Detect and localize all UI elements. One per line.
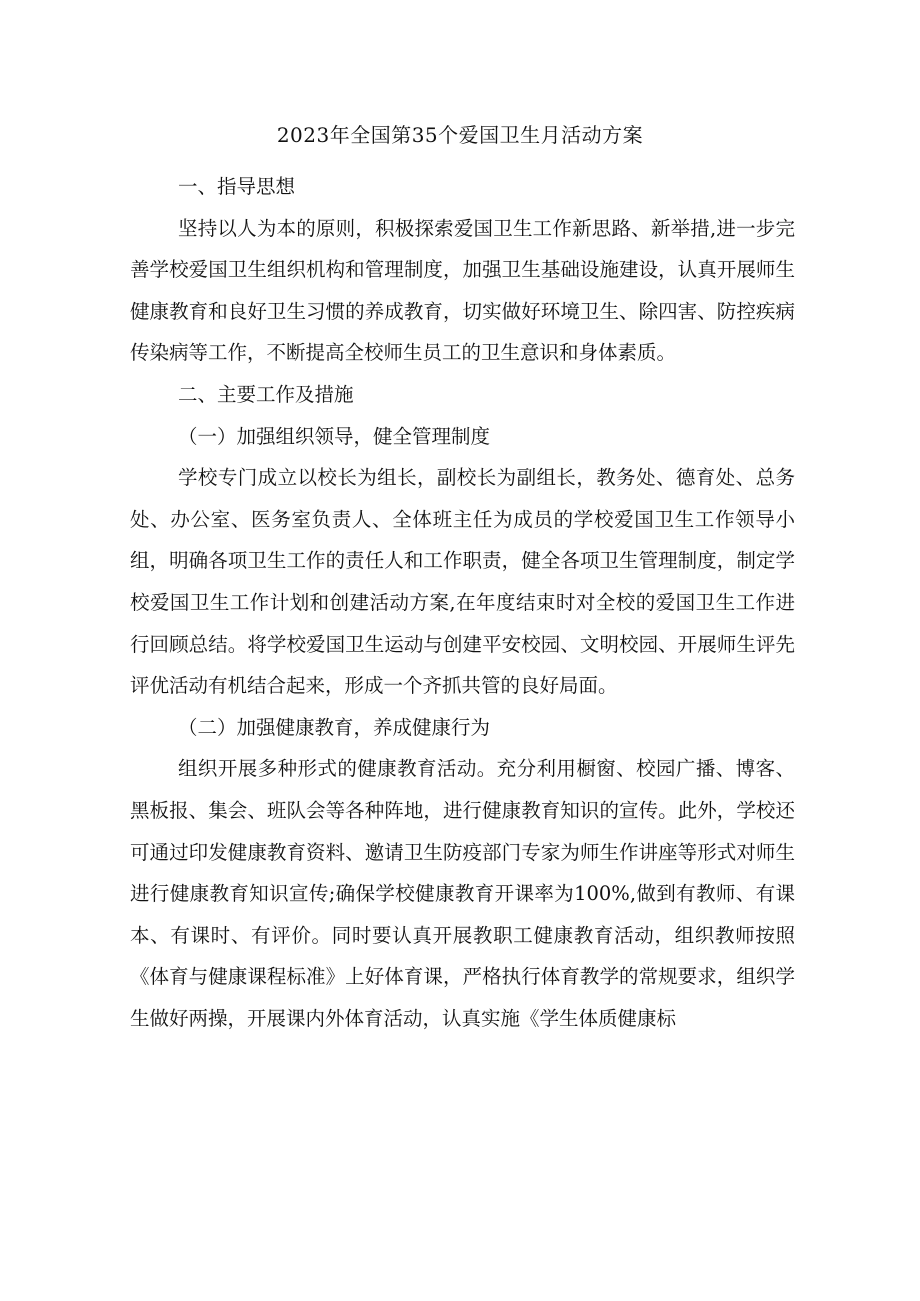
paragraph-organization: 学校专门成立以校长为组长，副校长为副组长，教务处、德育处、总务处、办公室、医务室负责人、全体班主任为成员的学校爱国卫生工作领导小组，明确各项卫生工作的责任人和工作职责，健全各项卫生管理制度，制定学校爱国卫生工作计划和创建活动方案,在年度结束时对全校的爱国卫生工作进行回顾总结。将学校爱国卫生运动与创建平安校园、文明校园、开展师生评先评优活动有机结合起来，形成一个齐抓共管的良好局面。: [130, 466, 795, 698]
paragraph-health-education: 组织开展多种形式的健康教育活动。充分利用橱窗、校园广播、博客、黑板报、集会、班队会等各种阵地，进行健康教育知识的宣传。此外，学校还可通过印发健康教育资料、邀请卫生防疫部门专家为师生作讲座等形式对师生进行健康教育知识宣传;确保学校健康教育开课率为100%,做到有教师、有课本、有课时、有评价。同时要认真开展教职工健康教育活动，组织教师按照《体育与健康课程标准》上好体育课，严格执行体育教学的常规要求，组织学生做好两操，开展课内外体育活动，认真实施《学生体质健康标: [130, 757, 795, 1030]
subsection-heading-health-education: （二）加强健康教育，养成健康行为: [178, 715, 491, 739]
document-title: 2023年全国第35个爱国卫生月活动方案: [276, 123, 644, 147]
document-body: [130, 166, 795, 1039]
paragraph-guiding-ideology: 坚持以人为本的原则，积极探索爱国卫生工作新思路、新举措,进一步完善学校爱国卫生组织机构和管理制度，加强卫生基础设施建设，认真开展师生健康教育和良好卫生习惯的养成教育，切实做好环境卫生、除四害、防控疾病传染病等工作，不断提高全校师生员工的卫生意识和身体素质。: [130, 216, 795, 365]
section-heading-main-work: 二、主要工作及措施: [178, 382, 354, 406]
section-heading-guiding-ideology: 一、指导思想: [178, 175, 296, 198]
subsection-heading-organization: （一）加强组织领导，健全管理制度: [178, 424, 491, 448]
